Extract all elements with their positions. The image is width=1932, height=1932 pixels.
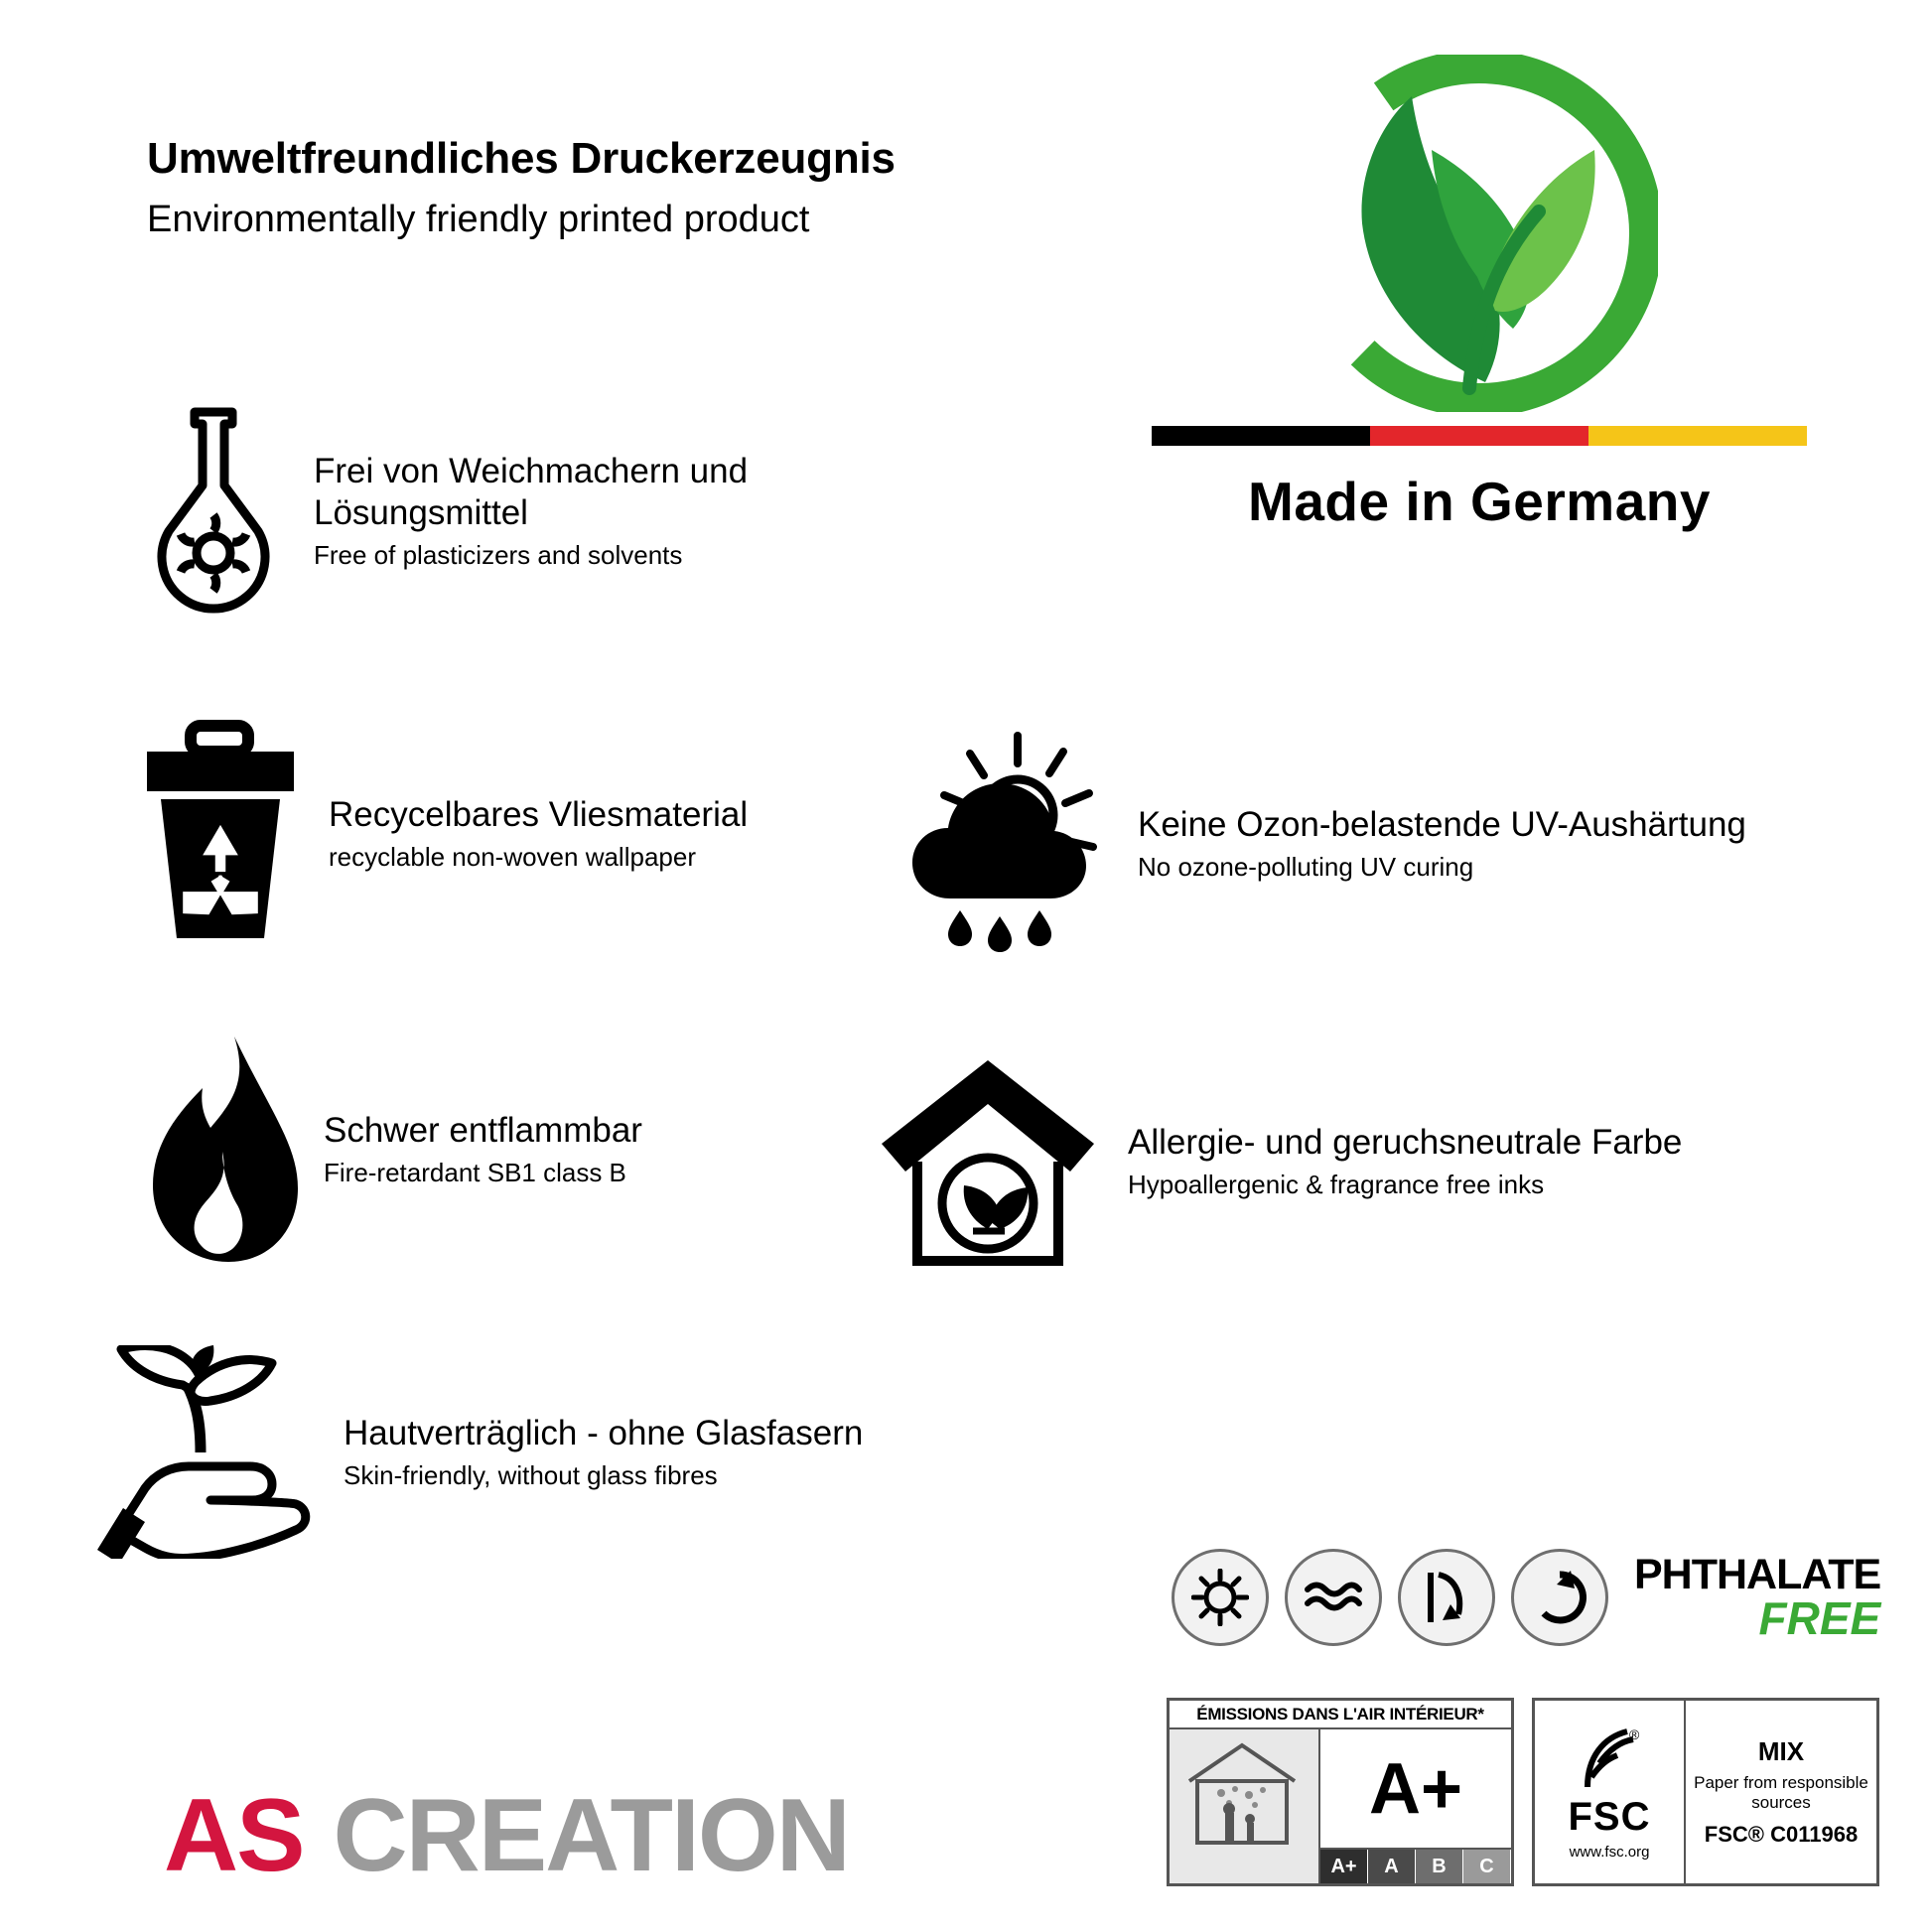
lightfastness-icon [1172,1549,1269,1646]
feature-text [344,1413,863,1491]
feature-text [314,451,894,571]
recycling-bin-icon [139,720,303,948]
flag-bar-black [1152,426,1370,446]
emission-scale [1320,1848,1511,1883]
feature-label-de: Hautverträglich - ohne Glasfasern [344,1413,864,1452]
fsc-url: www.fsc.org [1569,1844,1650,1861]
flag-bar-red [1370,426,1588,446]
phthalate-free-badge [1634,1550,1881,1644]
feature-text [1138,804,1746,883]
phthalate-free-word: FREE [1758,1591,1881,1644]
fsc-code: FSC® C011968 [1704,1822,1859,1848]
hand-plant-icon [89,1345,318,1559]
brand-logo-as: AS [164,1778,304,1893]
washable-icon [1285,1549,1382,1646]
phthalate-word: PHTHALATE [1634,1550,1881,1598]
page-title: Umweltfreundliches Druckerzeugnis [147,134,896,183]
made-in-germany-label: Made in Germany [1248,471,1711,532]
feature-label-de: Frei von Weichmachern und Lösungsmittel [314,452,749,533]
feature-text [329,794,748,873]
made-in-germany-block [1132,55,1827,533]
brand-logo [164,1777,849,1895]
feature-label-de: Allergie- und geruchsneutrale Farbe [1128,1123,1683,1163]
indoor-air-emission-label [1167,1698,1514,1886]
fsc-mark: FSC [1568,1795,1651,1839]
feature-label-de: Schwer entflammbar [324,1110,642,1150]
flask-icon [139,402,288,621]
feature-text [324,1110,642,1188]
feature-skin-friendly [89,1345,913,1559]
page-header [147,134,1140,241]
fsc-mark-area [1535,1701,1686,1883]
feature-label-en: recyclable non-woven wallpaper [329,842,696,873]
flame-icon [139,1033,298,1266]
page-subtitle: Environmentally friendly printed product [147,198,810,240]
certification-label-row [1167,1698,1879,1886]
emission-scale-item: A+ [1320,1850,1368,1883]
emission-grade-area [1320,1729,1511,1883]
emission-scale-item: A [1368,1850,1416,1883]
feature-label-de: Keine Ozon-belastende UV-Aushärtung [1138,805,1746,845]
fsc-mix-label: MIX [1757,1735,1805,1766]
emission-body [1170,1729,1511,1883]
german-flag-bars [1152,426,1807,446]
feature-plasticizers [139,402,894,621]
feature-recyclable [139,720,894,948]
fsc-tree-icon [1570,1724,1649,1795]
house-leaf-icon [874,1052,1102,1271]
feature-uv-curing [898,730,1792,958]
feature-text [1128,1122,1682,1200]
emission-room-illustration [1170,1729,1320,1883]
fsc-description: Paper from responsible sources [1694,1772,1868,1812]
feature-label-en: Fire-retardant SB1 class B [324,1157,626,1187]
emission-grade: A+ [1368,1748,1463,1829]
emission-scale-item: B [1416,1850,1463,1883]
feature-label-de: Recycelbares Vliesmaterial [329,795,749,835]
strippable-icon [1398,1549,1495,1646]
brand-logo-creation: CREATION [333,1778,849,1893]
feature-fire-retardant [139,1033,894,1266]
certification-icon-row [1172,1549,1880,1646]
feature-hypoallergenic [874,1052,1787,1271]
feature-label-en: Hypoallergenic & fragrance free inks [1128,1170,1545,1200]
fsc-info-area [1686,1701,1876,1883]
recyclable-arrow-icon [1511,1549,1608,1646]
flag-bar-gold [1588,426,1807,446]
feature-label-en: No ozone-polluting UV curing [1138,852,1474,883]
sun-cloud-rain-icon [898,730,1112,958]
feature-label-en: Skin-friendly, without glass fibres [344,1459,718,1490]
emission-heading: ÉMISSIONS DANS L'AIR INTÉRIEUR* [1170,1701,1511,1729]
feature-label-en: Free of plasticizers and solvents [314,540,683,571]
fsc-label [1532,1698,1879,1886]
leaf-circle-icon [1301,55,1658,412]
emission-scale-item: C [1463,1850,1511,1883]
svg-text:®: ® [1629,1726,1640,1742]
